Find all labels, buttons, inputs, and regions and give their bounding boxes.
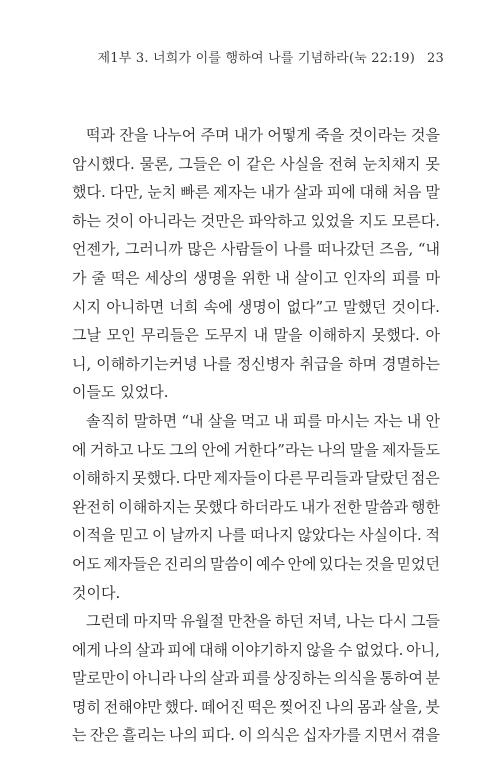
text-line: [72, 579, 440, 608]
word: 암시했다.: [72, 154, 135, 173]
word: 피에: [167, 640, 197, 659]
word: 사람들이: [220, 240, 279, 259]
word: 살과: [293, 183, 323, 202]
word: 있었을: [310, 211, 355, 230]
word: 내: [275, 268, 290, 287]
text-line: [72, 293, 440, 322]
word: 의식은: [256, 726, 300, 745]
word: 십자가를: [302, 726, 361, 745]
word: 말을: [273, 326, 303, 345]
word: 적: [425, 526, 440, 545]
word: 파악하고: [248, 211, 307, 230]
word: 것이다.: [72, 583, 121, 602]
word: 내: [406, 411, 422, 430]
word: 물론,: [139, 154, 174, 173]
word: 인자의: [343, 268, 387, 287]
word: 모른다.: [391, 211, 440, 230]
word: 살을,: [388, 697, 423, 716]
word: 니,: [72, 354, 92, 373]
word: 그러니까: [124, 240, 183, 259]
word: “내: [181, 411, 204, 430]
word: 행한: [410, 497, 440, 516]
word: 살과: [135, 640, 165, 659]
word: 내가: [300, 497, 330, 516]
word: 대해: [359, 183, 389, 202]
word: 언젠가,: [72, 240, 121, 259]
word: 나누어: [152, 126, 197, 144]
word: 도무지: [204, 326, 249, 345]
text-line: [72, 664, 440, 693]
word: 아니라는: [138, 211, 197, 230]
running-title: 제1부 3. 너희가 이를 행하여 나를 기념하라(눅 22:19): [97, 51, 416, 66]
word: 다른: [273, 469, 303, 488]
word: 안에: [201, 440, 231, 459]
text-line: [72, 178, 440, 207]
word: 그들은: [178, 154, 222, 173]
word: 피를: [241, 669, 271, 688]
word: 못: [425, 154, 440, 173]
word: 가: [72, 268, 87, 287]
word: 생명을: [193, 268, 237, 287]
text-line: [72, 693, 440, 722]
word: 피에: [326, 183, 356, 202]
word: 몸과: [357, 697, 387, 716]
word: 분: [425, 669, 440, 688]
word: 살이고: [294, 268, 339, 287]
paragraph: [72, 121, 440, 407]
word: 못했다: [193, 497, 238, 516]
word: 내: [253, 326, 269, 345]
word: 주며: [200, 126, 230, 144]
word: 전혀: [328, 154, 358, 173]
word: 말을: [349, 440, 379, 459]
word: 무리들과: [305, 469, 364, 488]
word: 예수: [255, 554, 285, 573]
word: 정신병자: [236, 354, 295, 373]
word: 말했던: [342, 297, 387, 316]
word: 것만은: [200, 211, 245, 230]
word: 했다.: [164, 697, 199, 716]
word: 말씀과: [364, 497, 409, 516]
word: 무리들은: [141, 326, 200, 345]
word: 이해하지: [72, 469, 130, 488]
word: 이들도: [72, 383, 116, 402]
word: 다시: [378, 612, 408, 631]
word: 제자들은: [103, 554, 162, 573]
word: 마시는: [325, 411, 370, 430]
word: 잔을: [119, 126, 149, 144]
word: 만찬을: [227, 612, 272, 631]
word: 내가: [260, 183, 290, 202]
word: 경멸하는: [382, 354, 440, 373]
word: 많은: [187, 240, 217, 259]
word: 수: [337, 640, 353, 659]
text-line: [72, 121, 440, 150]
text-line: [72, 464, 440, 493]
word: 사실을: [280, 154, 324, 173]
word: 대해: [199, 640, 229, 659]
word: 아니하면: [106, 297, 165, 316]
word: 처음: [392, 183, 422, 202]
word: 제자들도: [382, 440, 440, 459]
word: 않을: [306, 640, 336, 659]
word: 다만,: [109, 183, 144, 202]
word: 그들: [411, 612, 440, 631]
word: 피다.: [201, 726, 235, 745]
paragraph: [72, 407, 440, 607]
word: 피를: [391, 268, 421, 287]
word: 이: [226, 154, 242, 173]
word: 솔직히: [86, 411, 130, 430]
word: 떡은: [247, 697, 277, 716]
word: 나의: [178, 669, 208, 688]
text-line: [72, 521, 440, 550]
word: 아니라: [132, 669, 176, 688]
word: 하더라도: [240, 497, 299, 516]
word: 않았다는: [297, 526, 356, 545]
text-line: [72, 407, 440, 436]
word: 어도: [72, 554, 101, 573]
word: 말하면: [133, 411, 178, 430]
word: 거하고: [89, 440, 134, 459]
word: 눈치: [147, 183, 177, 202]
word: 나도: [136, 440, 166, 459]
word: 이해하지: [308, 326, 367, 345]
word: 이적을: [72, 526, 116, 545]
running-header: [98, 47, 444, 66]
word: 어떻게: [267, 126, 311, 144]
word: 빠른: [180, 183, 210, 202]
word: 세상의: [144, 268, 189, 287]
word: 지도: [358, 211, 388, 230]
word: 살을: [207, 411, 237, 430]
word: 내: [274, 411, 289, 430]
word: 하던: [275, 612, 305, 631]
word: 믿고: [119, 526, 149, 545]
word: 점은: [410, 469, 440, 488]
word: 눈치채지: [362, 154, 421, 173]
word: 말: [425, 183, 440, 202]
word: 생명이: [237, 297, 282, 316]
word: 나는: [345, 612, 375, 631]
word: 흘리는: [122, 726, 166, 745]
word: 달랐던: [365, 469, 409, 488]
word: 하며: [348, 354, 378, 373]
word: 것이: [105, 211, 135, 230]
word: 줄: [91, 268, 106, 287]
word: 나를: [217, 526, 247, 545]
word: 위한: [241, 268, 271, 287]
word: 저녁,: [307, 612, 342, 631]
word: 떡은: [110, 268, 140, 287]
word: 잔은: [89, 726, 119, 745]
word: 나의: [103, 640, 133, 659]
word: 나의: [317, 440, 347, 459]
word: 찢어진: [279, 697, 323, 716]
text-line: [72, 207, 440, 236]
word: 이야기하지: [230, 640, 304, 659]
word: 것이라는: [348, 126, 407, 144]
text-line: [72, 150, 440, 179]
paragraph: [72, 607, 440, 750]
text-line: [72, 264, 440, 293]
word: 믿었던: [396, 554, 440, 573]
word: 없었다.: [355, 640, 404, 659]
word: 없다”고: [286, 297, 338, 316]
word: 유월절: [180, 612, 225, 631]
word: 붓: [425, 697, 440, 716]
text-line: [72, 350, 440, 379]
word: 겪을: [410, 726, 440, 745]
word: 떡과: [86, 126, 115, 144]
word: 제자는: [213, 183, 257, 202]
word: 살과: [209, 669, 239, 688]
word: 에: [72, 440, 87, 459]
text-line: [72, 636, 440, 665]
word: 같은: [246, 154, 276, 173]
word: 지면서: [364, 726, 408, 745]
word: 마: [425, 268, 440, 287]
word: 나의: [325, 697, 355, 716]
word: 내가: [234, 126, 263, 144]
word: 진리의: [163, 554, 208, 573]
word: 것이다.: [391, 297, 440, 316]
word: 죽을: [315, 126, 345, 144]
word: 말로만이: [72, 669, 130, 688]
text-line: [72, 378, 440, 407]
word: 에게: [72, 640, 101, 659]
word: 제자들이: [213, 469, 272, 488]
word: 이해하기는커녕: [96, 354, 198, 373]
word: 그의: [169, 440, 199, 459]
word: 안: [425, 411, 440, 430]
text-line: [72, 721, 440, 750]
word: 즈음,: [379, 240, 414, 259]
text-line: [72, 493, 440, 522]
word: 아: [425, 326, 440, 345]
word: 너희: [169, 297, 199, 316]
word: 이해하지는: [118, 497, 191, 516]
word: 상징하는: [272, 669, 331, 688]
word: 나의: [168, 726, 198, 745]
word: 마지막: [133, 612, 177, 631]
word: 피를: [292, 411, 322, 430]
word: 의식을: [333, 669, 377, 688]
word: 그런데: [86, 612, 130, 631]
word: 거한다”라는: [233, 440, 314, 459]
text-line: [72, 607, 440, 636]
word: 떠나갔던: [316, 240, 375, 259]
word: 전한: [332, 497, 362, 516]
word: 모인: [106, 326, 136, 345]
word: 나를: [283, 240, 313, 259]
word: 먹고: [240, 411, 270, 430]
word: 아니,: [406, 640, 440, 659]
word: 그날: [72, 326, 101, 345]
word: 날까지: [170, 526, 214, 545]
word: 자는: [373, 411, 403, 430]
word: 했다.: [72, 183, 106, 202]
word: 사실이다.: [359, 526, 422, 545]
word: 전해야만: [103, 697, 162, 716]
word: 것을: [410, 126, 440, 144]
word: 는: [72, 726, 87, 745]
word: 떼어진: [201, 697, 245, 716]
word: 있다는: [318, 554, 363, 573]
text-line: [72, 321, 440, 350]
page-number: 23: [427, 51, 444, 66]
word: 것을: [364, 554, 394, 573]
word: 나를: [202, 354, 232, 373]
word: 통하여: [379, 669, 423, 688]
word: 명히: [72, 697, 101, 716]
word: 안에: [287, 554, 317, 573]
word: 취급을: [299, 354, 344, 373]
word: 이: [151, 526, 167, 545]
text-line: [72, 235, 440, 264]
word: 못했다.: [371, 326, 420, 345]
text-line: [72, 550, 440, 579]
word: 이: [238, 726, 253, 745]
body-text: [72, 121, 440, 750]
word: 못했다.: [132, 469, 181, 488]
word: 말씀이: [209, 554, 254, 573]
word: “내: [417, 240, 440, 259]
word: 속에: [203, 297, 233, 316]
word: 다만: [182, 469, 212, 488]
text-line: [72, 436, 440, 465]
word: 떠나지: [250, 526, 294, 545]
word: 완전히: [72, 497, 116, 516]
word: 시지: [72, 297, 101, 316]
word: 있었다.: [120, 383, 169, 402]
word: 하는: [72, 211, 101, 230]
